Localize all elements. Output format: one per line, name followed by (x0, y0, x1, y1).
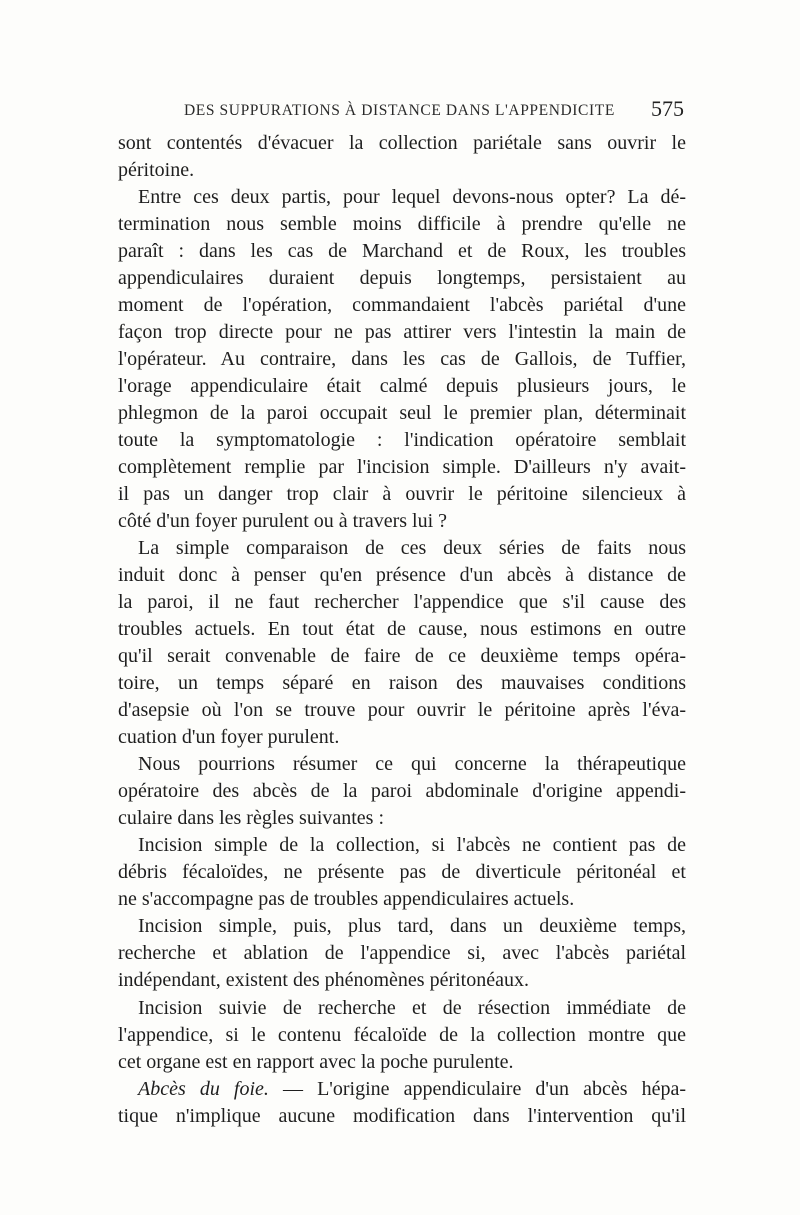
text-line: il pas un danger trop clair à ouvrir le péritoine silencieux à (118, 483, 686, 506)
text-line: qu'il serait convenable de faire de ce deuxième temps opéra- (118, 645, 686, 668)
text-line: la paroi, il ne faut rechercher l'appendice que s'il cause des (118, 591, 686, 614)
text-line: sont contentés d'évacuer la collection pariétale sans ouvrir le (118, 132, 686, 154)
page-number: 575 (651, 96, 684, 121)
text-line: opératoire des abcès de la paroi abdominale d'origine appendi- (118, 780, 686, 803)
text-line: façon trop directe pour ne pas attirer vers l'intestin la main de (118, 321, 686, 344)
text-line: débris fécaloïdes, ne présente pas de diverticule péritonéal et (118, 861, 686, 884)
text-line: ne s'accompagne pas de troubles appendiculaires actuels. (118, 888, 575, 911)
running-title: DES SUPPURATIONS À DISTANCE DANS L'APPENDICITE (184, 102, 615, 119)
text-line: péritoine. (118, 159, 195, 182)
text-line: Incision suivie de recherche et de résection immédiate de (138, 996, 686, 1019)
text-line: induit donc à penser qu'en présence d'un abcès à distance de (118, 564, 686, 587)
text-line: La simple comparaison de ces deux séries de faits nous (138, 537, 686, 560)
text-line: Entre ces deux partis, pour lequel devons-nous opter? La dé- (138, 186, 686, 209)
text-line: Nous pourrions résumer ce qui concerne la thérapeutique (138, 753, 686, 776)
running-header (118, 96, 686, 128)
text-line: appendiculaires duraient depuis longtemps, persistaient au (118, 267, 686, 290)
text-line: côté d'un foyer purulent ou à travers lui ? (118, 510, 448, 533)
text-line: l'appendice, si le contenu fécaloïde de la collection montre que (118, 1023, 686, 1046)
text-line: recherche et ablation de l'appendice si, avec l'abcès pariétal (118, 942, 686, 965)
text-line: indépendant, existent des phénomènes péritonéaux. (118, 969, 529, 992)
text-line: Incision simple, puis, plus tard, dans un deuxième temps, (138, 915, 686, 938)
text-line: tique n'implique aucune modification dans l'intervention qu'il (118, 1104, 686, 1127)
text-line: toire, un temps séparé en raison des mauvaises conditions (118, 672, 686, 695)
text-line: paraît : dans les cas de Marchand et de Roux, les troubles (118, 240, 686, 263)
section-lead: Abcès du foie. (138, 1077, 269, 1100)
text-line: troubles actuels. En tout état de cause, nous estimons en outre (118, 618, 686, 641)
text-line: cet organe est en rapport avec la poche purulente. (118, 1050, 514, 1073)
text-line: culaire dans les règles suivantes : (118, 807, 385, 830)
text-line: d'asepsie où l'on se trouve pour ouvrir le péritoine après l'éva- (118, 699, 686, 722)
text-line: complètement remplie par l'incision simple. D'ailleurs n'y avait- (118, 456, 686, 479)
body-text (118, 130, 686, 1130)
text-line (118, 1076, 686, 1103)
text-line: phlegmon de la paroi occupait seul le premier plan, déterminait (118, 402, 686, 425)
text-line: l'opérateur. Au contraire, dans les cas de Gallois, de Tuffier, (118, 348, 686, 371)
text-line: cuation d'un foyer purulent. (118, 726, 340, 749)
text-line: l'orage appendiculaire était calmé depuis plusieurs jours, le (118, 375, 686, 398)
text-line: termination nous semble moins difficile à prendre qu'elle ne (118, 213, 686, 236)
text-line: Incision simple de la collection, si l'abcès ne contient pas de (138, 834, 686, 857)
text-span: — L'origine appendiculaire d'un abcès hépa- (268, 1077, 686, 1100)
text-line: toute la symptomatologie : l'indication opératoire semblait (118, 429, 686, 452)
text-line: moment de l'opération, commandaient l'abcès pariétal d'une (118, 294, 686, 317)
